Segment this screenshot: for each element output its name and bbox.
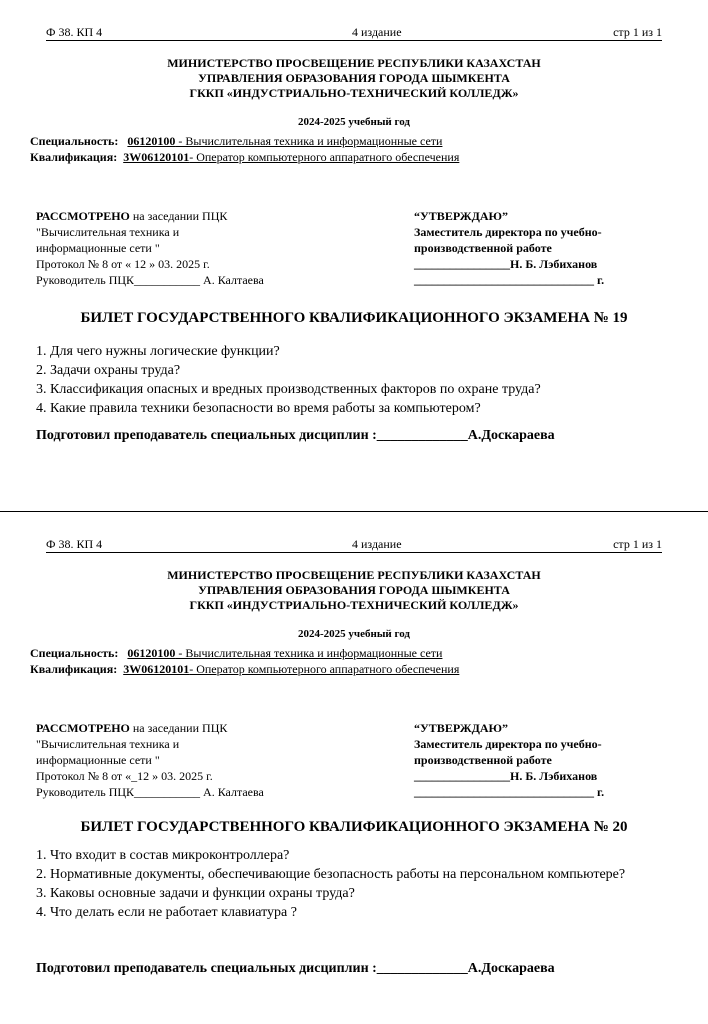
form-number: Ф 38. КП 4: [46, 25, 103, 39]
specialty-line: [30, 646, 442, 660]
pck-name-line-1: "Вычислительная техника и: [36, 737, 180, 751]
specialty-name: - Вычислительная техника и информационные сети: [175, 646, 443, 660]
approve-date: ______________________________ г.: [414, 785, 605, 799]
pck-name-line-2: информационные сети ": [36, 753, 160, 767]
form-header: [46, 26, 662, 41]
question-2: 2. Задачи охраны труда?: [36, 363, 181, 378]
question-1: 1. Что входит в состав микроконтроллера?: [36, 848, 290, 863]
deputy-title-1: Заместитель директора по учебно-: [414, 737, 602, 751]
approve-block: [414, 720, 604, 800]
ministry-name: МИНИСТЕРСТВО ПРОСВЕЩЕНИЕ РЕСПУБЛИКИ КАЗАХСТАН: [167, 56, 541, 70]
organization-block: [0, 568, 708, 613]
organization-block: [0, 56, 708, 101]
deputy-title-2: производственной работе: [414, 241, 552, 255]
pck-head-signature: Руководитель ПЦК___________ А. Калтаева: [36, 273, 264, 287]
ticket-title: БИЛЕТ ГОСУДАРСТВЕННОГО КВАЛИФИКАЦИОННОГО ЭКЗАМЕНА № 20: [80, 819, 628, 835]
specialty-code: 06120100: [127, 134, 176, 148]
question-3: 3. Каковы основные задачи и функции охраны труда?: [36, 886, 355, 901]
prepared-by-line: Подготовил преподаватель специальных дисциплин :_____________А.Доскараева: [36, 961, 555, 976]
deputy-signature: ________________Н. Б. Лэбиханов: [414, 257, 598, 271]
approve-date: ______________________________ г.: [414, 273, 605, 287]
reviewed-block: [36, 720, 264, 800]
pck-name-line-2: информационные сети ": [36, 241, 160, 255]
deputy-title-2: производственной работе: [414, 753, 552, 767]
question-3: 3. Классификация опасных и вредных производственных факторов по охране труда?: [36, 382, 541, 397]
department-name: УПРАВЛЕНИЯ ОБРАЗОВАНИЯ ГОРОДА ШЫМКЕНТА: [198, 583, 510, 597]
question-2: 2. Нормативные документы, обеспечивающие безопасность работы на персональном компьютере?: [36, 867, 626, 882]
qualification-name: - Оператор компьютерного аппаратного обеспечения: [189, 150, 460, 164]
qualification-label: Квалификация:: [30, 662, 118, 676]
reviewed-tail: на заседании ПЦК: [129, 721, 228, 735]
college-name: ГККП «ИНДУСТРИАЛЬНО-ТЕХНИЧЕСКИЙ КОЛЛЕДЖ»: [189, 86, 519, 100]
qualification-code: 3W06120101: [123, 662, 190, 676]
reviewed-tail: на заседании ПЦК: [129, 209, 228, 223]
protocol-line: Протокол № 8 от «_12 » 03. 2025 г.: [36, 769, 213, 783]
approve-block: [414, 208, 604, 288]
qualification-label: Квалификация:: [30, 150, 118, 164]
protocol-line: Протокол № 8 от « 12 » 03. 2025 г.: [36, 257, 210, 271]
deputy-title-1: Заместитель директора по учебно-: [414, 225, 602, 239]
exam-ticket-20: [0, 512, 708, 1024]
college-name: ГККП «ИНДУСТРИАЛЬНО-ТЕХНИЧЕСКИЙ КОЛЛЕДЖ»: [189, 598, 519, 612]
approve-heading: “УТВЕРЖДАЮ”: [414, 209, 509, 223]
ministry-name: МИНИСТЕРСТВО ПРОСВЕЩЕНИЕ РЕСПУБЛИКИ КАЗАХСТАН: [167, 568, 541, 582]
specialty-code: 06120100: [127, 646, 176, 660]
reviewed-heading: РАССМОТРЕНО: [36, 721, 130, 735]
question-1: 1. Для чего нужны логические функции?: [36, 344, 280, 359]
prepared-by-line: Подготовил преподаватель специальных дисциплин :_____________А.Доскараева: [36, 428, 555, 443]
qualification-name: - Оператор компьютерного аппаратного обеспечения: [189, 662, 460, 676]
reviewed-block: [36, 208, 264, 288]
pck-head-signature: Руководитель ПЦК___________ А. Калтаева: [36, 785, 264, 799]
page-counter: стр 1 из 1: [613, 25, 662, 39]
pck-name-line-1: "Вычислительная техника и: [36, 225, 180, 239]
question-4: 4. Какие правила техники безопасности во время работы за компьютером?: [36, 401, 481, 416]
form-header: [46, 538, 662, 553]
specialty-label: Специальность:: [30, 134, 119, 148]
qualification-line: [30, 662, 459, 676]
academic-year: 2024-2025 учебный год: [298, 628, 410, 640]
qualification-code: 3W06120101: [123, 150, 190, 164]
academic-year: 2024-2025 учебный год: [298, 116, 410, 128]
approve-heading: “УТВЕРЖДАЮ”: [414, 721, 509, 735]
department-name: УПРАВЛЕНИЯ ОБРАЗОВАНИЯ ГОРОДА ШЫМКЕНТА: [198, 71, 510, 85]
deputy-signature: ________________Н. Б. Лэбиханов: [414, 769, 598, 783]
question-4: 4. Что делать если не работает клавиатура ?: [36, 905, 297, 920]
qualification-line: [30, 150, 459, 164]
questions-list: [36, 342, 666, 418]
specialty-line: [30, 134, 442, 148]
edition-label: 4 издание: [352, 537, 402, 551]
reviewed-heading: РАССМОТРЕНО: [36, 209, 130, 223]
specialty-name: - Вычислительная техника и информационные сети: [175, 134, 443, 148]
ticket-title: БИЛЕТ ГОСУДАРСТВЕННОГО КВАЛИФИКАЦИОННОГО ЭКЗАМЕНА № 19: [80, 310, 628, 326]
specialty-label: Специальность:: [30, 646, 119, 660]
edition-label: 4 издание: [352, 25, 402, 39]
page-counter: стр 1 из 1: [613, 537, 662, 551]
questions-list: [36, 846, 666, 922]
form-number: Ф 38. КП 4: [46, 537, 103, 551]
